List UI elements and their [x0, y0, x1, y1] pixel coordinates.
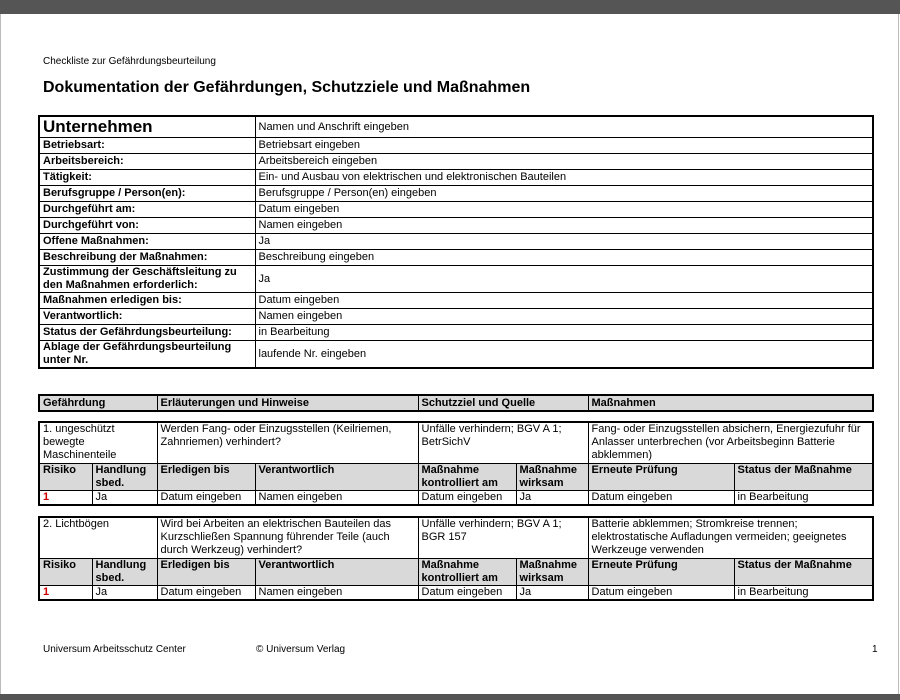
- info-label: Offene Maßnahmen:: [39, 234, 255, 250]
- responsible-value[interactable]: Namen eingeben: [255, 585, 418, 600]
- hazard-measure: Batterie abklemmen; Stromkreise trennen; elektrostatische Aufladungen vermeiden; geeignetes Werkzeuge verwenden: [588, 517, 873, 558]
- info-row: [39, 309, 873, 325]
- subheader-wirksam: Maßnahme wirksam: [516, 558, 588, 585]
- hazard-subheader-row: [39, 463, 873, 490]
- info-row: [39, 293, 873, 309]
- hazard-name: 2. Lichtbögen: [39, 517, 157, 558]
- responsible-value[interactable]: Namen eingeben: [255, 490, 418, 505]
- effective-value[interactable]: Ja: [516, 490, 588, 505]
- due-date-value[interactable]: Datum eingeben: [157, 585, 255, 600]
- subheader-kontrolliert: Maßnahme kontrolliert am: [418, 463, 516, 490]
- info-label: Betriebsart:: [39, 138, 255, 154]
- info-label: Beschreibung der Maßnahmen:: [39, 250, 255, 266]
- info-label: Tätigkeit:: [39, 170, 255, 186]
- column-header-gefaehrdung: Gefährdung: [39, 395, 157, 411]
- info-row: [39, 341, 873, 369]
- info-label: Status der Gefährdungsbeurteilung:: [39, 325, 255, 341]
- hazard-explanation: Werden Fang- oder Einzugsstellen (Keilriemen, Zahnriemen) verhindert?: [157, 422, 418, 463]
- page-edge-right: [898, 14, 899, 694]
- recheck-date-value[interactable]: Datum eingeben: [588, 490, 734, 505]
- info-label-unternehmen: Unternehmen: [39, 116, 255, 138]
- hazard-block-2: [38, 516, 874, 601]
- info-value[interactable]: Namen eingeben: [255, 309, 873, 325]
- subheader-status: Status der Maßnahme: [734, 463, 873, 490]
- top-bar: [0, 0, 900, 14]
- document-title: Dokumentation der Gefährdungen, Schutzziele und Maßnahmen: [43, 79, 531, 96]
- info-value[interactable]: Arbeitsbereich eingeben: [255, 154, 873, 170]
- action-required-value[interactable]: Ja: [92, 490, 157, 505]
- subheader-status: Status der Maßnahme: [734, 558, 873, 585]
- info-row: [39, 218, 873, 234]
- page-edge-left: [0, 14, 1, 694]
- info-label: Berufsgruppe / Person(en):: [39, 186, 255, 202]
- column-header-massnahmen: Maßnahmen: [588, 395, 873, 411]
- risk-value[interactable]: 1: [39, 490, 92, 505]
- checked-date-value[interactable]: Datum eingeben: [418, 585, 516, 600]
- column-header-row: [39, 395, 873, 411]
- hazard-explanation: Wird bei Arbeiten an elektrischen Bauteilen das Kurzschließen Spannung führender Teile (auch durch Werkzeug) verhindert?: [157, 517, 418, 558]
- info-value[interactable]: Beschreibung eingeben: [255, 250, 873, 266]
- info-value[interactable]: Betriebsart eingeben: [255, 138, 873, 154]
- measure-status-value[interactable]: in Bearbeitung: [734, 585, 873, 600]
- hazard-values-row: [39, 490, 873, 505]
- subheader-risiko: Risiko: [39, 558, 92, 585]
- column-header-schutzziel: Schutzziel und Quelle: [418, 395, 588, 411]
- footer-page-number: 1: [872, 644, 878, 655]
- subheader-pruefung: Erneute Prüfung: [588, 558, 734, 585]
- info-row: [39, 138, 873, 154]
- subheader-pruefung: Erneute Prüfung: [588, 463, 734, 490]
- hazard-protection-goal: Unfälle verhindern; BGV A 1; BetrSichV: [418, 422, 588, 463]
- hazard-columns-header: [38, 394, 874, 412]
- company-info-table: [38, 115, 874, 369]
- bottom-bar: [0, 694, 900, 700]
- effective-value[interactable]: Ja: [516, 585, 588, 600]
- info-label: Durchgeführt am:: [39, 202, 255, 218]
- recheck-date-value[interactable]: Datum eingeben: [588, 585, 734, 600]
- column-header-erlaeuterungen: Erläuterungen und Hinweise: [157, 395, 418, 411]
- info-row: [39, 154, 873, 170]
- subheader-handlung: Handlung sbed.: [92, 558, 157, 585]
- hazard-description-row: [39, 422, 873, 463]
- hazard-block-1: [38, 421, 874, 506]
- checked-date-value[interactable]: Datum eingeben: [418, 490, 516, 505]
- info-row: [39, 186, 873, 202]
- info-label: Arbeitsbereich:: [39, 154, 255, 170]
- info-value[interactable]: Namen eingeben: [255, 218, 873, 234]
- hazard-values-row: [39, 585, 873, 600]
- subheader-kontrolliert: Maßnahme kontrolliert am: [418, 558, 516, 585]
- due-date-value[interactable]: Datum eingeben: [157, 490, 255, 505]
- info-value[interactable]: Ja: [255, 266, 873, 293]
- info-row: [39, 202, 873, 218]
- document-subtitle: Checkliste zur Gefährdungsbeurteilung: [43, 56, 216, 67]
- action-required-value[interactable]: Ja: [92, 585, 157, 600]
- subheader-wirksam: Maßnahme wirksam: [516, 463, 588, 490]
- subheader-erledigen: Erledigen bis: [157, 463, 255, 490]
- measure-status-value[interactable]: in Bearbeitung: [734, 490, 873, 505]
- info-value[interactable]: laufende Nr. eingeben: [255, 341, 873, 369]
- hazard-subheader-row: [39, 558, 873, 585]
- info-row: [39, 234, 873, 250]
- subheader-handlung: Handlung sbed.: [92, 463, 157, 490]
- hazard-description-row: [39, 517, 873, 558]
- subheader-erledigen: Erledigen bis: [157, 558, 255, 585]
- info-label: Zustimmung der Geschäftsleitung zu den Maßnahmen erforderlich:: [39, 266, 255, 293]
- risk-value[interactable]: 1: [39, 585, 92, 600]
- hazard-measure: Fang- oder Einzugsstellen absichern, Energiezufuhr für Anlasser unterbrechen (vor Arbeitsbeginn Batterie abklemmen): [588, 422, 873, 463]
- info-row: [39, 325, 873, 341]
- info-value[interactable]: Datum eingeben: [255, 293, 873, 309]
- info-label: Maßnahmen erledigen bis:: [39, 293, 255, 309]
- footer-company: Universum Arbeitsschutz Center: [43, 644, 186, 655]
- info-value[interactable]: Berufsgruppe / Person(en) eingeben: [255, 186, 873, 202]
- subheader-verantwortlich: Verantwortlich: [255, 558, 418, 585]
- info-row: [39, 170, 873, 186]
- info-row: [39, 250, 873, 266]
- subheader-risiko: Risiko: [39, 463, 92, 490]
- footer-publisher: © Universum Verlag: [256, 644, 346, 655]
- info-label: Ablage der Gefährdungsbeurteilung unter Nr.: [39, 341, 255, 369]
- info-value[interactable]: Ja: [255, 234, 873, 250]
- info-row-unternehmen: [39, 116, 873, 138]
- info-row: [39, 266, 873, 293]
- info-label: Durchgeführt von:: [39, 218, 255, 234]
- info-label: Verantwortlich:: [39, 309, 255, 325]
- hazard-name: 1. ungeschützt bewegte Maschinenteile: [39, 422, 157, 463]
- hazard-protection-goal: Unfälle verhindern; BGV A 1; BGR 157: [418, 517, 588, 558]
- info-value[interactable]: in Bearbeitung: [255, 325, 873, 341]
- subheader-verantwortlich: Verantwortlich: [255, 463, 418, 490]
- info-value[interactable]: Datum eingeben: [255, 202, 873, 218]
- info-value[interactable]: Ein- und Ausbau von elektrischen und elektronischen Bauteilen: [255, 170, 873, 186]
- info-value-unternehmen[interactable]: Namen und Anschrift eingeben: [255, 116, 873, 138]
